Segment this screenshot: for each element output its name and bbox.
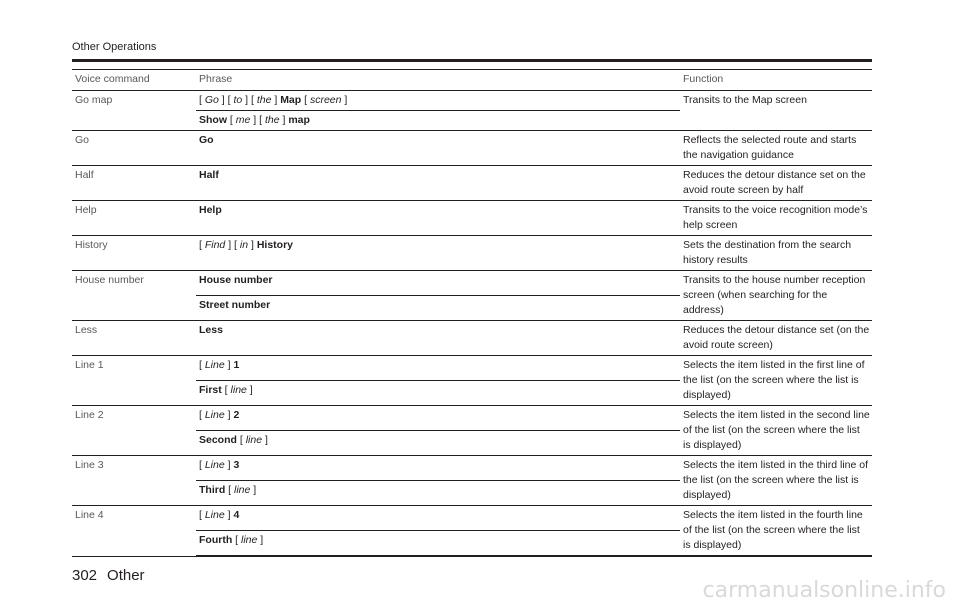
phrase-cell: [ Line ] 1 <box>196 356 680 381</box>
phrase-cell: [ Find ] [ in ] History <box>196 236 680 271</box>
table-row-go <box>72 131 872 166</box>
phrase-keyword: History <box>256 239 294 251</box>
phrase-keyword: 1 <box>233 359 240 371</box>
watermark: carmanualsonline.info <box>702 578 946 603</box>
phrase-cell: [ Line ] 4 <box>196 506 680 531</box>
phrase-optional-word: screen <box>309 94 342 106</box>
phrase-optional-word: the <box>256 94 272 106</box>
phrase-cell: Third [ line ] <box>196 481 680 506</box>
voice-command-cell: House number <box>72 271 196 321</box>
phrase-keyword: Third <box>199 484 226 496</box>
phrase-cell: Second [ line ] <box>196 431 680 456</box>
voice-command-cell: Line 1 <box>72 356 196 406</box>
voice-command-cell: Help <box>72 201 196 236</box>
phrase-cell: Less <box>196 321 680 356</box>
phrase-cell: Fourth [ line ] <box>196 530 680 556</box>
phrase-optional-word: to <box>233 94 243 106</box>
table-row-help <box>72 201 872 236</box>
phrase-optional-word: line <box>230 384 247 396</box>
phrase-optional-word: line <box>245 434 263 446</box>
function-cell: Reduces the detour distance set on the avoid route screen by half <box>680 166 872 201</box>
voice-command-cell: History <box>72 236 196 271</box>
phrase-cell: Help <box>196 201 680 236</box>
phrase-cell: [ Line ] 2 <box>196 406 680 431</box>
phrase-optional-word: Find <box>204 239 226 251</box>
function-cell: Selects the item listed in the first line of the list (on the screen where the list is displayed) <box>680 356 872 406</box>
table-row-house-number <box>72 271 872 296</box>
table-header-row <box>72 70 872 91</box>
phrase-cell: Street number <box>196 296 680 321</box>
function-cell: Reduces the detour distance set (on the avoid route screen) <box>680 321 872 356</box>
function-cell: Transits to the voice recognition mode’s help screen <box>680 201 872 236</box>
phrase-cell: Half <box>196 166 680 201</box>
page-footer <box>72 567 145 584</box>
phrase-keyword: Map <box>280 94 302 106</box>
table-row-go-map <box>72 91 872 111</box>
phrase-optional-word: Line <box>204 359 225 371</box>
voice-command-cell: Line 4 <box>72 506 196 557</box>
column-header-function: Function <box>680 70 872 91</box>
voice-command-cell: Half <box>72 166 196 201</box>
page-number: 302 <box>72 567 98 584</box>
phrase-optional-word: Line <box>204 459 225 471</box>
phrase-cell: Go <box>196 131 680 166</box>
voice-command-cell: Less <box>72 321 196 356</box>
phrase-keyword: First <box>199 384 222 396</box>
voice-command-table <box>72 69 872 557</box>
phrase-cell: House number <box>196 271 680 296</box>
phrase-cell: [ Go ] [ to ] [ the ] Map [ screen ] <box>196 91 680 111</box>
table-row-line-4 <box>72 506 872 531</box>
phrase-keyword: 3 <box>233 459 240 471</box>
table-row-half <box>72 166 872 201</box>
phrase-keyword: Fourth <box>199 533 233 546</box>
function-cell: Transits to the house number reception screen (when searching for the address) <box>680 271 872 321</box>
function-cell: Selects the item listed in the second line of the list (on the screen where the list is displayed) <box>680 406 872 456</box>
voice-command-cell: Line 3 <box>72 456 196 506</box>
table-row-line-1 <box>72 356 872 381</box>
phrase-optional-word: in <box>239 239 249 251</box>
phrase-optional-word: me <box>235 114 251 126</box>
phrase-optional-word: Go <box>204 94 219 106</box>
table-row-less <box>72 321 872 356</box>
phrase-keyword: Show <box>199 114 227 126</box>
phrase-keyword: map <box>288 114 310 126</box>
phrase-optional-word: Line <box>204 409 225 421</box>
phrase-keyword: Second <box>199 434 237 446</box>
voice-command-cell: Go map <box>72 91 196 131</box>
table-row-line-3 <box>72 456 872 481</box>
phrase-optional-word: line <box>234 484 251 496</box>
function-cell: Reflects the selected route and starts the navigation guidance <box>680 131 872 166</box>
phrase-optional-word: the <box>264 114 280 126</box>
column-header-phrase: Phrase <box>196 70 680 91</box>
section-title: Other Operations <box>72 41 157 53</box>
phrase-optional-word: Line <box>204 509 225 521</box>
chapter-title: Other <box>107 567 145 584</box>
table-row-history <box>72 236 872 271</box>
header-rule <box>72 59 872 62</box>
phrase-keyword: 2 <box>233 409 240 421</box>
phrase-keyword: 4 <box>233 509 240 521</box>
function-cell: Transits to the Map screen <box>680 91 872 131</box>
phrase-cell: First [ line ] <box>196 381 680 406</box>
voice-command-cell: Line 2 <box>72 406 196 456</box>
column-header-voice-command: Voice command <box>72 70 196 91</box>
voice-command-cell: Go <box>72 131 196 166</box>
function-cell: Sets the destination from the search history results <box>680 236 872 271</box>
table-row-line-2 <box>72 406 872 431</box>
phrase-cell: Show [ me ] [ the ] map <box>196 111 680 131</box>
function-cell: Selects the item listed in the fourth line of the list (on the screen where the list is displayed) <box>680 506 872 557</box>
phrase-cell: [ Line ] 3 <box>196 456 680 481</box>
phrase-optional-word: line <box>241 533 258 546</box>
function-cell: Selects the item listed in the third line of the list (on the screen where the list is displayed) <box>680 456 872 506</box>
